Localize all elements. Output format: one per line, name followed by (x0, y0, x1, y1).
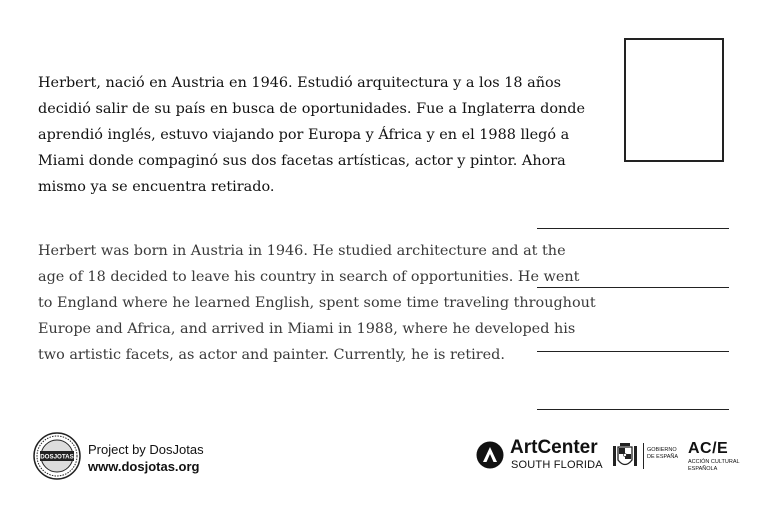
english-line: age of 18 decided to leave his country in search of opportunities. He went (38, 269, 580, 285)
address-line (537, 228, 729, 229)
english-line: to England where he learned English, spent some time traveling throughout (38, 295, 596, 311)
address-line (537, 409, 729, 410)
gobierno-line1: GOBIERNO (647, 447, 677, 453)
ace-logo (688, 441, 740, 472)
dosjotas-seal-icon (33, 432, 81, 480)
ace-line1: ACCIÓN CULTURAL (688, 459, 740, 465)
ace-mark: AC/E (688, 440, 729, 457)
spain-coat-of-arms-icon (612, 441, 638, 471)
artcenter-logo-icon (476, 441, 504, 469)
spanish-line: Miami donde compaginó sus dos facetas artísticas, actor y pintor. Ahora (38, 153, 566, 169)
gobierno-divider (643, 443, 644, 469)
seal-text: DOSJOTAS (40, 453, 74, 461)
spanish-line: mismo ya se encuentra retirado. (38, 179, 275, 195)
project-url: www.dosjotas.org (88, 459, 200, 474)
english-line: two artistic facets, as actor and painter. Currently, he is retired. (38, 347, 505, 363)
stamp-box (624, 38, 724, 162)
english-line: Herbert was born in Austria in 1946. He studied architecture and at the (38, 243, 566, 259)
spanish-line: decidió salir de su país en busca de oportunidades. Fue a Inglaterra donde (38, 101, 586, 117)
spanish-paragraph (38, 70, 586, 200)
project-label: Project by DosJotas (88, 442, 204, 457)
spanish-line: aprendió inglés, estuvo viajando por Europa y África y en el 1988 llegó a (38, 127, 570, 143)
english-line: Europe and Africa, and arrived in Miami in 1988, where he developed his (38, 321, 576, 337)
artcenter-name: ArtCenter (510, 437, 598, 458)
address-line (537, 287, 729, 288)
gobierno-line2: DE ESPAÑA (647, 453, 679, 460)
ace-line2: ESPAÑOLA (688, 465, 718, 472)
spanish-line: Herbert, nació en Austria en 1946. Estudió arquitectura y a los 18 años (38, 75, 562, 91)
artcenter-subtitle: SOUTH FLORIDA (511, 459, 603, 471)
english-paragraph (38, 238, 596, 368)
address-line (537, 351, 729, 352)
